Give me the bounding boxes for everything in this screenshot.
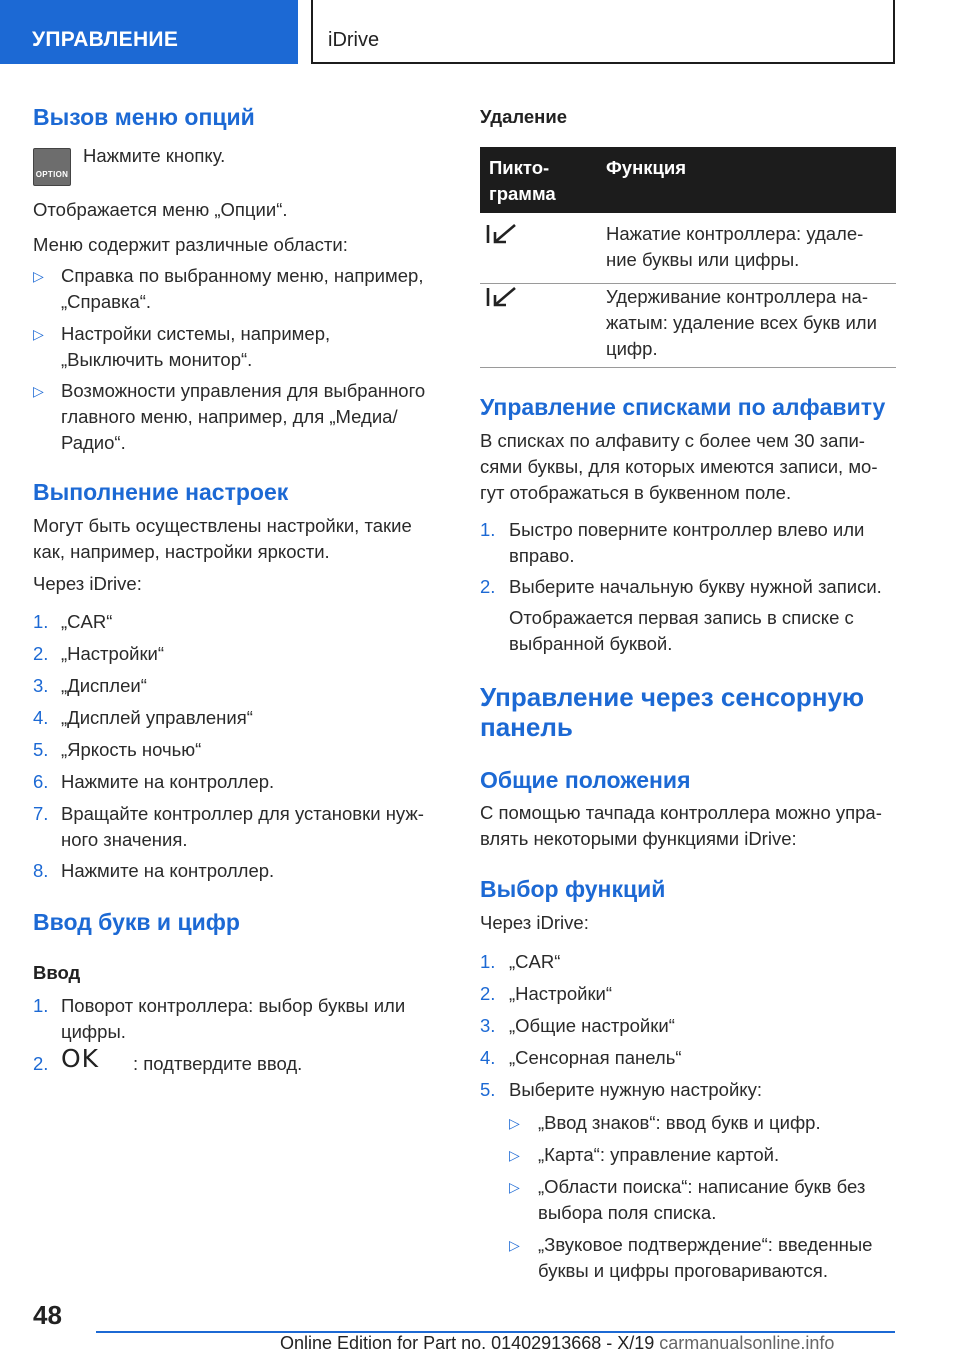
step-number: 1.: [480, 951, 496, 972]
list-item: Нажмите на контроллер.: [61, 860, 275, 881]
list-item: „CAR“: [509, 951, 561, 972]
input-title: Ввод букв и цифр: [33, 909, 240, 935]
chapter-title: iDrive: [328, 29, 380, 51]
alpha-title: Управление списками по алфавиту: [480, 394, 886, 420]
option-button-icon: OPTION: [33, 148, 71, 186]
list-item: : подтвердите ввод.: [133, 1053, 303, 1074]
list-item: „Настройки“: [509, 983, 613, 1004]
list-item: „Ввод знаков“: ввод букв и цифр.: [538, 1112, 821, 1133]
list-item: „Звуковое подтверждение“: введенные буквы и цифры проговариваются.: [538, 1234, 873, 1281]
list-item: Справка по выбранному меню, например, „Справка“.: [61, 265, 424, 312]
menu-shown-text: Отображается меню „Опции“.: [33, 199, 288, 220]
step-number: 2.: [480, 983, 496, 1004]
list-item: „CAR“: [61, 611, 113, 632]
bullet-triangle-icon: ▷: [509, 1115, 520, 1131]
step-number: 4.: [33, 707, 49, 728]
list-item: „Карта“: управление картой.: [538, 1144, 780, 1165]
list-item: „Общие настройки“: [509, 1015, 675, 1036]
touchpad-title: Управление через сенсорную панель: [480, 682, 865, 742]
bullet-triangle-icon: ▷: [33, 383, 44, 399]
chapter-tab: [311, 0, 895, 64]
step-number: 1.: [480, 519, 496, 540]
press-button-text: Нажмите кнопку.: [83, 145, 226, 166]
step-number: 1.: [33, 611, 49, 632]
bullet-triangle-icon: ▷: [509, 1147, 520, 1163]
footer-edition: Online Edition for Part no. 01402913668 - X/19 carmanualsonline.info: [280, 1333, 835, 1353]
step-number: 1.: [33, 995, 49, 1016]
list-item: Настройки системы, например, „Выключить монитор“.: [61, 323, 331, 370]
func-title: Выбор функций: [480, 876, 666, 902]
list-item: Выберите начальную букву нужной записи.: [509, 576, 882, 597]
delete-char-icon: [485, 221, 519, 252]
step-number: 2.: [480, 576, 496, 597]
step-number: 2.: [33, 643, 49, 664]
step-number: 8.: [33, 860, 49, 881]
step-number: 3.: [480, 1015, 496, 1036]
column-header-icon: Пикто- грамма: [489, 157, 556, 204]
section-title: УПРАВЛЕНИЕ: [32, 28, 179, 51]
bullet-triangle-icon: ▷: [509, 1237, 520, 1253]
bullet-triangle-icon: ▷: [33, 268, 44, 284]
ok-icon: OK: [61, 1044, 100, 1073]
bullet-triangle-icon: ▷: [33, 326, 44, 342]
list-item: Поворот контроллера: выбор буквы или цифры.: [61, 995, 406, 1042]
table-row: Нажатие контроллера: удале- ние буквы или цифры.: [606, 223, 864, 270]
list-item: „Настройки“: [61, 643, 165, 664]
via-idrive-text: Через iDrive:: [480, 912, 589, 933]
options-title: Вызов меню опций: [33, 104, 255, 130]
step-number: 4.: [480, 1047, 496, 1068]
table-row: Удерживание контроллера на- жатым: удаление всех букв или цифр.: [606, 286, 877, 359]
row-divider: [480, 367, 896, 368]
list-item: Возможности управления для выбранного главного меню, например, для „Медиа/ Радио“.: [61, 380, 426, 453]
input-subtitle: Ввод: [33, 962, 81, 983]
step-number: 6.: [33, 771, 49, 792]
general-title: Общие положения: [480, 767, 691, 793]
table-header: [480, 147, 896, 213]
settings-intro: Могут быть осуществлены настройки, такие как, например, настройки яркости.: [33, 515, 412, 562]
step-number: 3.: [33, 675, 49, 696]
list-item: „Яркость ночью“: [61, 739, 202, 760]
section-tab: [0, 0, 298, 64]
settings-title: Выполнение настроек: [33, 479, 289, 505]
bullet-triangle-icon: ▷: [509, 1179, 520, 1195]
alpha-intro: В списках по алфавиту с более чем 30 запи- сями буквы, для которых имеются записи, мо- гут отображаться в буквенном поле.: [480, 430, 878, 503]
result-text: Отображается первая запись в списке с выбранной буквой.: [509, 607, 854, 654]
list-item: Выберите нужную настройку:: [509, 1079, 762, 1100]
step-number: 5.: [33, 739, 49, 760]
list-item: „Области поиска“: написание букв без выбора поля списка.: [538, 1176, 866, 1223]
step-number: 5.: [480, 1079, 496, 1100]
menu-contains-text: Меню содержит различные области:: [33, 234, 348, 255]
list-item: Быстро поверните контроллер влево или вправо.: [509, 519, 865, 566]
general-text: С помощью тачпада контроллера можно упра- влять некоторыми функциями iDrive:: [480, 802, 882, 849]
via-idrive-text: Через iDrive:: [33, 573, 142, 594]
delete-all-icon: [485, 284, 519, 315]
list-item: „Дисплеи“: [61, 675, 147, 696]
list-item: „Сенсорная панель“: [509, 1047, 682, 1068]
step-number: 7.: [33, 803, 49, 824]
delete-title: Удаление: [480, 106, 568, 127]
step-number: 2.: [33, 1053, 49, 1074]
page-number: 48: [33, 1300, 62, 1330]
list-item: Вращайте контроллер для установки нуж- ного значения.: [61, 803, 424, 850]
list-item: Нажмите на контроллер.: [61, 771, 275, 792]
watermark: carmanualsonline.info: [659, 1333, 835, 1353]
column-header-function: Функция: [606, 157, 687, 178]
list-item: „Дисплей управления“: [61, 707, 253, 728]
